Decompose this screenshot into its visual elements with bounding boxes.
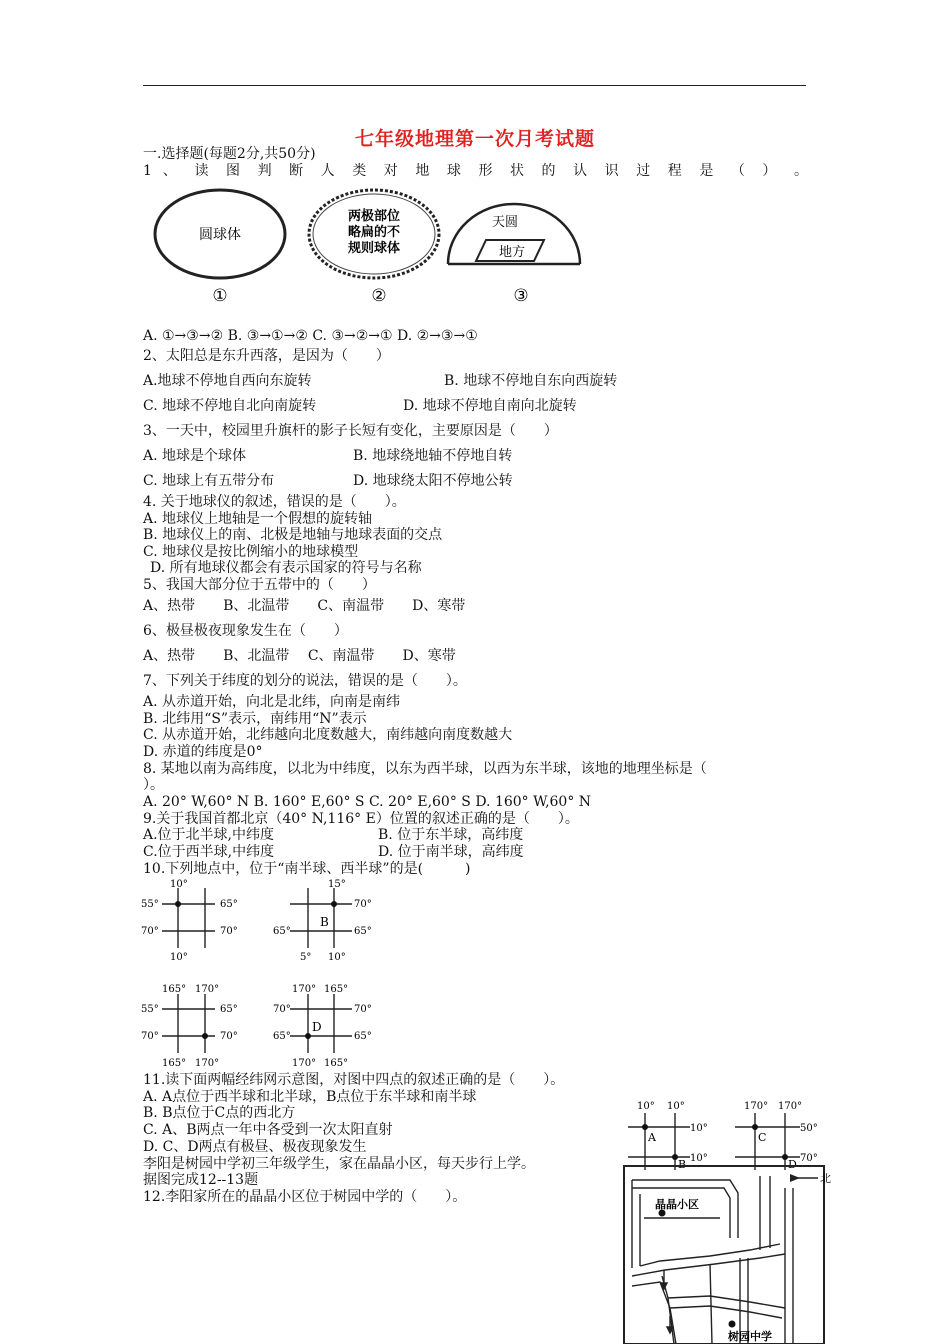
question-7-option-a: A. 从赤道开始，向北是北纬，向南是南纬 xyxy=(143,694,401,710)
q11-point-b: B xyxy=(678,1158,687,1171)
q11-grid1-top-1: 10° xyxy=(637,1101,655,1112)
question-11-option-b: B. B点位于C点的西北方 xyxy=(143,1105,296,1121)
grid-b-right-1: 70° xyxy=(354,899,372,910)
question-5-stem: 5、我国大部分位于五带中的（ ） xyxy=(143,577,376,593)
grid-a-left-2: 70° xyxy=(141,926,159,937)
section-heading: 一.选择题(每题2分,共50分) xyxy=(143,146,316,162)
street-map xyxy=(620,1158,835,1344)
grid-d-left-1: 70° xyxy=(273,1004,291,1015)
intro-12-13: 李阳是树园中学初三年级学生，家在晶晶小区，每天步行上学。 xyxy=(143,1156,535,1172)
grid-c-left-2: 70° xyxy=(141,1031,159,1042)
q11-grid1-top-2: 10° xyxy=(667,1101,685,1112)
question-10-grids xyxy=(140,876,390,1071)
question-7-stem: 7、下列关于纬度的划分的说法，错误的是（ ）。 xyxy=(143,673,467,689)
question-11-option-c: C. A、B两点一年中各受到一次太阳直射 xyxy=(143,1122,393,1138)
grid-b xyxy=(273,879,372,963)
question-1-text: 1 、 读 图 判 断 人 类 对 地 球 形 状 的 认 识 过 程 是 （ ） 。 xyxy=(143,163,808,179)
fig2-line-3: 规则球体 xyxy=(347,241,401,256)
fig3-bottom-label: 地方 xyxy=(498,245,526,260)
question-3-option-b: B. 地球绕地轴不停地自转 xyxy=(353,448,513,464)
question-2-option-b: B. 地球不停地自东向西旋转 xyxy=(444,373,618,389)
grid-b-left-2: 65° xyxy=(273,926,291,937)
intro-12-13-note: 据图完成12--13题 xyxy=(143,1172,259,1188)
grid-d-top-2: 165° xyxy=(324,984,349,995)
question-8-options: A. 20° W,60° N B. 160° E,60° S C. 20° E,60° S D. 160° W,60° N xyxy=(143,794,592,810)
grid-c-left-1: 55° xyxy=(141,1004,159,1015)
grid-d-bottom-1: 170° xyxy=(292,1058,317,1069)
question-1-options: A. ①→③→② B. ③→①→② C. ③→②→① D. ②→③→① xyxy=(143,328,478,344)
question-4-option-b: B. 地球仪上的南、北极是地轴与地球表面的交点 xyxy=(143,527,443,543)
q11-grid1-right-1: 10° xyxy=(690,1123,708,1134)
question-11-option-a: A. A点位于西半球和北半球，B点位于东半球和南半球 xyxy=(143,1089,477,1105)
grid-a-right-1: 65° xyxy=(220,899,238,910)
question-9-stem: 9.关于我国首都北京（40° N,116° E）位置的叙述正确的是（ ）。 xyxy=(143,811,579,827)
question-9-option-a: A.位于北半球,中纬度 xyxy=(143,827,275,843)
question-3-option-a: A. 地球是个球体 xyxy=(143,448,247,464)
question-9-option-c: C.位于西半球,中纬度 xyxy=(143,844,275,860)
fig2-line-2: 略扁的不 xyxy=(347,225,401,240)
grid-b-point-label: B xyxy=(320,915,329,929)
grid-a xyxy=(141,879,238,963)
grid-b-right-2: 65° xyxy=(354,926,372,937)
q11-grid2-right-2: 70° xyxy=(800,1153,818,1164)
question-8-stem-end: ）。 xyxy=(143,777,164,793)
question-12-stem: 12.李阳家所在的晶晶小区位于树园中学的（ ）。 xyxy=(143,1189,467,1205)
home-label: 晶晶小区 xyxy=(655,1198,699,1211)
question-9-option-b: B. 位于东半球，高纬度 xyxy=(378,827,524,843)
q11-point-a: A xyxy=(648,1131,656,1144)
question-5-options: A、热带 B、北温带 C、南温带 D、寒带 xyxy=(143,598,466,614)
question-3-stem: 3、一天中，校园里升旗杆的影子长短有变化，主要原因是（ ） xyxy=(143,423,558,439)
question-7-option-d: D. 赤道的纬度是0° xyxy=(143,744,263,760)
question-4-option-c: C. 地球仪是按比例缩小的地球模型 xyxy=(143,544,359,560)
grid-d-point xyxy=(305,1033,311,1039)
fig1-number: ① xyxy=(212,286,228,306)
grid-c-top-1: 165° xyxy=(162,984,187,995)
question-4-stem: 4. 关于地球仪的叙述，错误的是（ ）。 xyxy=(143,494,406,510)
fig2-line-1: 两极部位 xyxy=(347,209,401,224)
q11-grid2-top-2: 170° xyxy=(778,1101,803,1112)
question-9-option-d: D. 位于南半球，高纬度 xyxy=(378,844,524,860)
header-rule xyxy=(143,85,806,86)
grid-b-bottom-1: 5° xyxy=(300,952,312,963)
question-3-option-d: D. 地球绕太阳不停地公转 xyxy=(353,473,513,489)
grid-c xyxy=(141,984,238,1069)
q11-point-c: C xyxy=(758,1131,767,1144)
question-2-option-c: C. 地球不停地自北向南旋转 xyxy=(143,398,317,414)
fig3-number: ③ xyxy=(513,286,529,306)
grid-a-top-label: 10° xyxy=(170,879,188,890)
question-2-stem: 2、太阳总是东升西落，是因为（ ） xyxy=(143,348,390,364)
question-4-option-d: D. 所有地球仪都会有表示国家的符号与名称 xyxy=(150,560,422,576)
grid-c-top-2: 170° xyxy=(195,984,220,995)
question-6-stem: 6、极昼极夜现象发生在（ ） xyxy=(143,623,348,639)
fig2-number: ② xyxy=(371,286,387,306)
grid-a-point xyxy=(175,901,181,907)
school-marker xyxy=(729,1321,736,1328)
q11-grid2-right-1: 50° xyxy=(800,1123,818,1134)
grid-a-bottom-label: 10° xyxy=(170,952,188,963)
grid-d xyxy=(273,984,372,1069)
question-6-options: A、热带 B、北温带 C、南温带 D、寒带 xyxy=(143,648,456,664)
q11-grid1-right-2: 10° xyxy=(690,1153,708,1164)
question-2-option-d: D. 地球不停地自南向北旋转 xyxy=(403,398,577,414)
question-7-option-b: B. 北纬用“S”表示，南纬用“N”表示 xyxy=(143,711,367,727)
question-3-option-c: C. 地球上有五带分布 xyxy=(143,473,275,489)
fig3-top-label: 天圆 xyxy=(491,215,519,230)
grid-c-right-1: 65° xyxy=(220,1004,238,1015)
map-frame xyxy=(624,1166,824,1344)
question-10-stem: 10.下列地点中，位于“南半球、西半球”的是( ) xyxy=(143,861,471,877)
grid-c-bottom-2: 170° xyxy=(195,1058,220,1069)
grid-d-right-2: 65° xyxy=(354,1031,372,1042)
grid-d-bottom-2: 165° xyxy=(324,1058,349,1069)
earth-shape-figures xyxy=(150,188,529,313)
page-title: 七年级地理第一次月考试题 xyxy=(354,128,595,150)
question-2-option-a: A.地球不停地自西向东旋转 xyxy=(143,373,312,389)
question-8-stem: 8. 某地以南为高纬度，以北为中纬度，以东为西半球，以西为东半球，该地的地理坐标是（ xyxy=(143,761,707,777)
grid-c-bottom-1: 165° xyxy=(162,1058,187,1069)
grid-b-point xyxy=(331,901,337,907)
q11-point-d: D xyxy=(788,1158,797,1171)
question-7-option-c: C. 从赤道开始，北纬越向北度数越大，南纬越向南度数越大 xyxy=(143,727,513,743)
q11-grid2-top-1: 170° xyxy=(744,1101,769,1112)
north-label: 北 xyxy=(820,1172,831,1185)
fig1-label: 圆球体 xyxy=(199,227,241,243)
grid-d-right-1: 70° xyxy=(354,1004,372,1015)
school-label: 树园中学 xyxy=(728,1330,772,1343)
grid-d-point-label: D xyxy=(312,1020,322,1034)
grid-b-bottom-2: 10° xyxy=(328,952,346,963)
grid-c-point xyxy=(202,1033,208,1039)
question-11-stem: 11.读下面两幅经纬网示意图，对图中四点的叙述正确的是（ ）。 xyxy=(143,1072,565,1088)
grid-d-top-1: 170° xyxy=(292,984,317,995)
grid-d-left-2: 65° xyxy=(273,1031,291,1042)
grid-a-right-2: 70° xyxy=(220,926,238,937)
grid-b-top-label: 15° xyxy=(328,879,346,890)
grid-c-right-2: 70° xyxy=(220,1031,238,1042)
question-4-option-a: A. 地球仪上地轴是一个假想的旋转轴 xyxy=(143,511,373,527)
question-1-stem xyxy=(143,163,808,180)
grid-a-left-1: 55° xyxy=(141,899,159,910)
north-arrow xyxy=(790,1172,831,1185)
question-11-option-d: D. C、D两点有极昼、极夜现象发生 xyxy=(143,1139,367,1155)
